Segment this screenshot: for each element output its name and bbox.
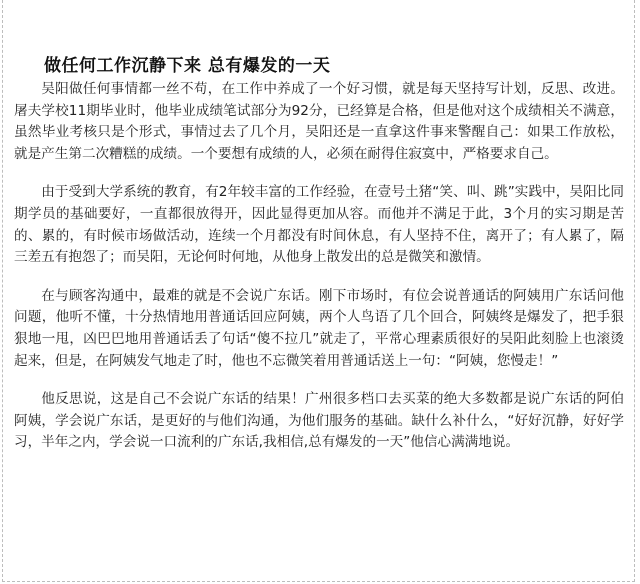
article-paragraph-1: 吴阳做任何事情都一丝不苟，在工作中养成了一个好习惯，就是每天坚持写计划，反思、改进。屠夫学校11期毕业时，他毕业成绩笔试部分为92分，已经算是合格，但是他对这个成绩相关不满意，虽然毕业考核只是个形式，事情过去了几个月，吴阳还是一直拿这件事来警醒自己：如果工作放松，就是产生第二次糟糕的成绩。一个要想有成绩的人，必须在耐得住寂寞中，严格要求自己。 <box>14 81 624 162</box>
article-title: 做任何工作沉静下来 总有爆发的一天 <box>44 56 331 77</box>
article-paragraph-3: 在与顾客沟通中，最难的就是不会说广东话。刚下市场时，有位会说普通话的阿姨用广东话问他问题，他听不懂，十分热情地用普通话回应阿姨，两个人鸟语了几个回合，阿姨终是爆发了，把手狠狠地一甩，凶巴巴地用普通话丢了句话“傻不拉几”就走了，平常心理素质很好的吴阳此刻脸上也滚烫起来，但是，在阿姨发气地走了时，他也不忘微笑着用普通话送上一句：“阿姨，您慢走！” <box>14 287 624 369</box>
article-paragraph-2: 由于受到大学系统的教育，有2年较丰富的工作经验，在壹号土猪“笑、叫、跳”实践中，吴阳比同期学员的基础要好，一直都很放得开，因此显得更加从容。而他并不满足于此，3个月的实习期是苦的、累的，有时候市场做活动，连续一个月都没有时间休息，有人坚持不住，离开了；有人累了，隔三差五有抱怨了；而吴阳，无论何时何地，从他身上散发出的总是微笑和激情。 <box>14 184 624 266</box>
article-body <box>14 79 624 471</box>
article-paragraph-4: 他反思说，这是自己不会说广东话的结果！广州很多档口去买菜的绝大多数都是说广东话的阿伯阿姨，学会说广东话，是更好的与他们沟通，为他们服务的基础。缺什么补什么，“好好沉静，好好学习，半年之内，学会说一口流利的广东话,我相信,总有爆发的一天”他信心满满地说。 <box>14 391 624 451</box>
